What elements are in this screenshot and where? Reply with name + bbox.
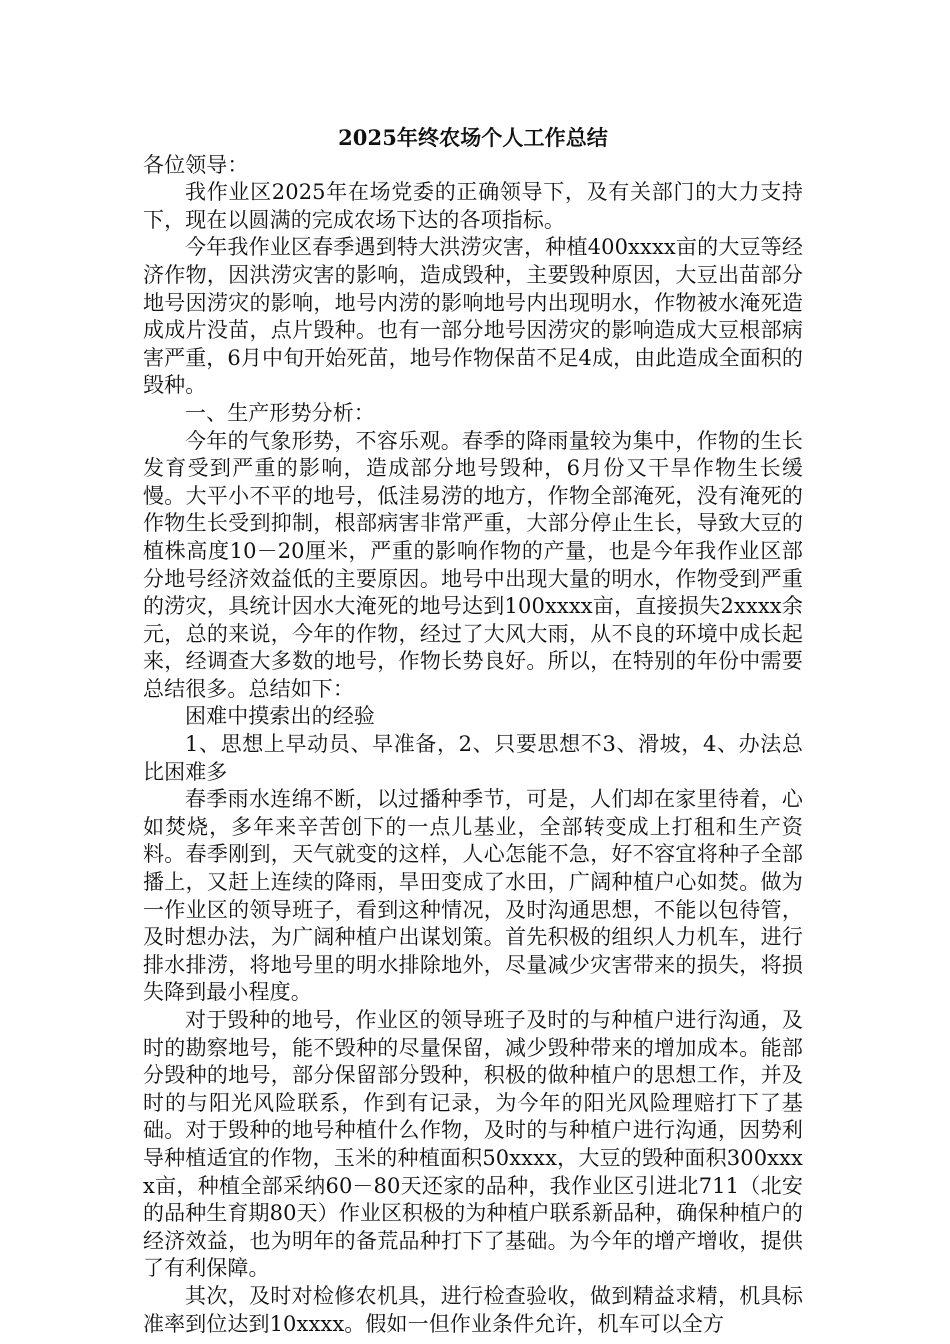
paragraph-experience-list: 1、思想上早动员、早准备，2、只要思想不3、滑坡，4、办法总比困难多 [143, 732, 803, 784]
paragraph-disaster: 今年我作业区春季遇到特大洪涝灾害，种植400xxxx亩的大豆等经济作物，因洪涝灾害的影响，造成毁种，主要毁种原因，大豆出苗部分地号因涝灾的影响，地号内涝的影响地号内出现明水，作物被水淹死造成成片没苗，点片毁种。也有一部分地号因涝灾的影响造成大豆根部病害严重，6月中旬开始死苗，地号作物保苗不足4成，由此造成全面积的毁种。 [143, 235, 803, 398]
paragraph-intro: 我作业区2025年在场党委的正确领导下，及有关部门的大力支持下，现在以圆满的完成农场下达的各项指标。 [143, 180, 803, 232]
section-heading-production: 一、生产形势分析： [185, 400, 375, 425]
paragraph-spring-rain: 春季雨水连绵不断，以过播种季节，可是，人们却在家里待着，心如焚烧，多年来辛苦创下的一点儿基业，全部转变成上打租和生产资料。春季刚到，天气就变的这样，人心怎能不急，好不容宜将种子全部播上，又赶上连续的降雨，旱田变成了水田，广阔种植户心如焚。做为一作业区的领导班子，看到这种情况，及时沟通思想，不能以包待管，及时想办法，为广阔种植户出谋划策。首先积极的组织人力机车，进行排水排涝，将地号里的明水排除地外，尽量减少灾害带来的损失，将损失降到最小程度。 [143, 787, 803, 1005]
subheading-experience: 困难中摸索出的经验 [185, 704, 375, 729]
document-title: 2025年终农场个人工作总结 [338, 125, 608, 150]
document-page [143, 124, 803, 1338]
paragraph-machinery: 其次，及时对检修农机具，进行检查验收，做到精益求精，机具标准率到位达到10xxxx。假如一但作业条件允许，机车可以全方 [143, 1283, 803, 1336]
paragraph-weather: 今年的气象形势，不容乐观。春季的降雨量较为集中，作物的生长发育受到严重的影响，造成部分地号毁种，6月份又干旱作物生长缓慢。大平小不平的地号，低洼易涝的地方，作物全部淹死，没有淹死的作物生长受到抑制，根部病害非常严重，大部分停止生长，导致大豆的植株高度10－20厘米，严重的影响作物的产量，也是今年我作业区部分地号经济效益低的主要原因。地号中出现大量的明水，作物受到严重的涝灾，具统计因水大淹死的地号达到100xxxx亩，直接损失2xxxx余元，总的来说，今年的作物，经过了大风大雨，从不良的环境中成长起来，经调查大多数的地号，作物长势良好。所以，在特别的年份中需要总结很多。总结如下： [143, 428, 803, 701]
paragraph-replanting: 对于毁种的地号，作业区的领导班子及时的与种植户进行沟通，及时的勘察地号，能不毁种的尽量保留，减少毁种带来的增加成本。能部分毁种的地号，部分保留部分毁种，积极的做种植户的思想工作，并及时的与阳光风险联系，作到有记录，为今年的阳光风险理赔打下了基础。对于毁种的地号种植什么作物，及时的与种植户进行沟通，因势利导种植适宜的作物，玉米的种植面积50xxxx，大豆的毁种面积300xxxx亩，种植全部采纳60－80天还家的品种，我作业区引进北711（北安的品种生育期80天）作业区积极的为种植户联系新品种，确保种植户的经济效益，也为明年的备荒品种打下了基础。为今年的增产增收，提供了有利保障。 [143, 1008, 803, 1281]
salutation: 各位领导： [143, 152, 249, 177]
